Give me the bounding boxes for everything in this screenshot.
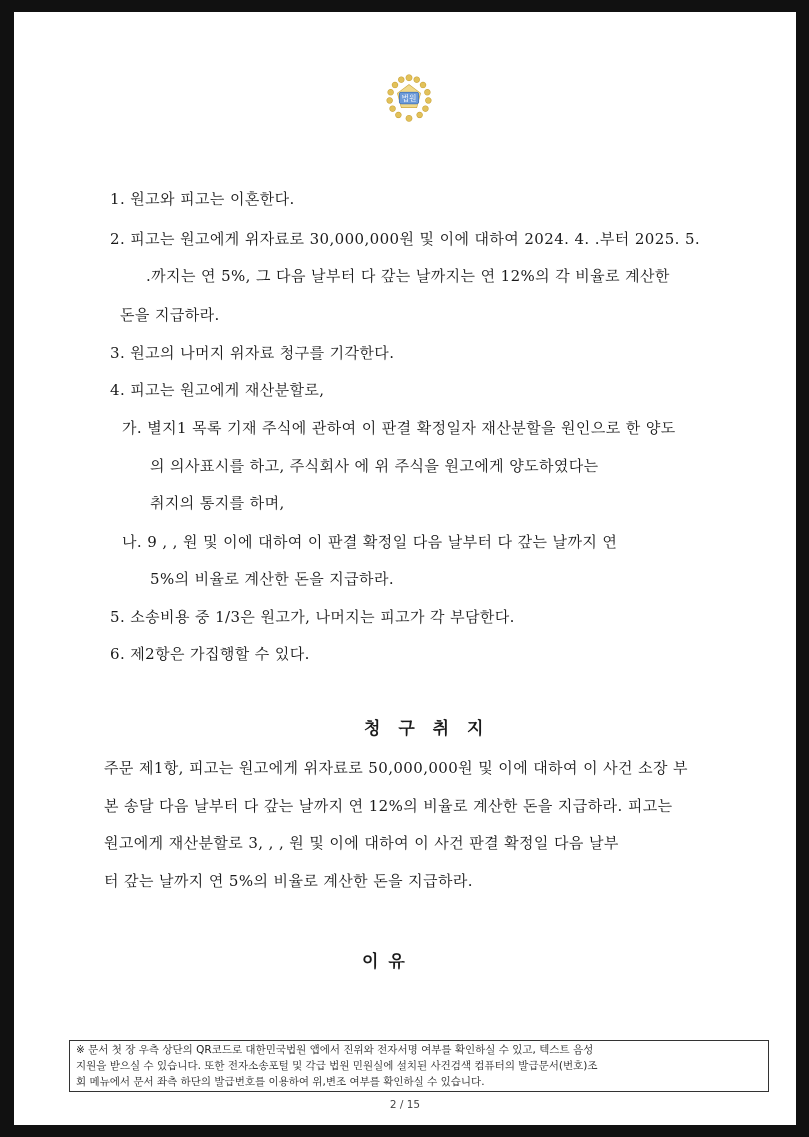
judgment-line: 1. 원고와 피고는 이혼한다. bbox=[110, 190, 295, 208]
seal-text: 법원 bbox=[401, 94, 417, 104]
page-number: 2 / 15 bbox=[389, 1099, 421, 1111]
judgment-line: 돈을 지급하라. bbox=[120, 306, 220, 324]
judgment-line: 6. 제2항은 가집행할 수 있다. bbox=[110, 645, 310, 663]
notice-line: 지원을 받으실 수 있습니다. 또한 전자소송포털 및 각급 법원 민원실에 설치된 사건검색 컴퓨터의 발급문서(번호)조 bbox=[76, 1060, 598, 1072]
court-seal-icon bbox=[380, 70, 438, 128]
claim-line: 터 갚는 날까지 연 5%의 비율로 계산한 돈을 지급하라. bbox=[104, 872, 473, 890]
judgment-line: .까지는 연 5%, 그 다음 날부터 다 갚는 날까지는 연 12%의 각 비율로 계산한 bbox=[146, 267, 670, 285]
document-page bbox=[14, 12, 796, 1125]
judgment-line: 의 의사표시를 하고, 주식회사 에 위 주식을 원고에게 양도하였다는 bbox=[150, 457, 599, 475]
judgment-line: 5. 소송비용 중 1/3은 원고가, 나머지는 피고가 각 부담한다. bbox=[110, 608, 515, 626]
reason-heading: 이 유 bbox=[362, 952, 407, 972]
judgment-line: 5%의 비율로 계산한 돈을 지급하라. bbox=[150, 570, 395, 588]
notice-line: 회 메뉴에서 문서 좌측 하단의 발급번호를 이용하여 위,변조 여부를 확인하실 수 있습니다. bbox=[76, 1076, 485, 1088]
judgment-line: 나. 9 , , 원 및 이에 대하여 이 판결 확정일 다음 날부터 다 갚는 날까지 연 bbox=[122, 533, 618, 551]
notice-line: ※ 문서 첫 장 우측 상단의 QR코드로 대한민국법원 앱에서 진위와 전자서명 여부를 확인하실 수 있고, 텍스트 음성 bbox=[76, 1044, 594, 1056]
claim-line: 원고에게 재산분할로 3, , , 원 및 이에 대하여 이 사건 판결 확정일 다음 날부 bbox=[104, 834, 619, 852]
judgment-line: 가. 별지1 목록 기재 주식에 관하여 이 판결 확정일자 재산분할을 원인으로 한 양도 bbox=[122, 419, 676, 437]
judgment-line: 3. 원고의 나머지 위자료 청구를 기각한다. bbox=[110, 344, 395, 362]
judgment-line: 2. 피고는 원고에게 위자료로 30,000,000원 및 이에 대하여 2024. 4. .부터 2025. 5. bbox=[110, 230, 701, 248]
claim-line: 본 송달 다음 날부터 다 갚는 날까지 연 12%의 비율로 계산한 돈을 지급하라. 피고는 bbox=[104, 797, 673, 815]
claim-heading: 청 구 취 지 bbox=[364, 719, 490, 739]
judgment-line: 4. 피고는 원고에게 재산분할로, bbox=[110, 381, 325, 399]
judgment-line: 취지의 통지를 하며, bbox=[150, 494, 285, 512]
verification-notice bbox=[69, 1040, 769, 1092]
claim-line: 주문 제1항, 피고는 원고에게 위자료로 50,000,000원 및 이에 대하여 이 사건 소장 부 bbox=[104, 759, 688, 777]
